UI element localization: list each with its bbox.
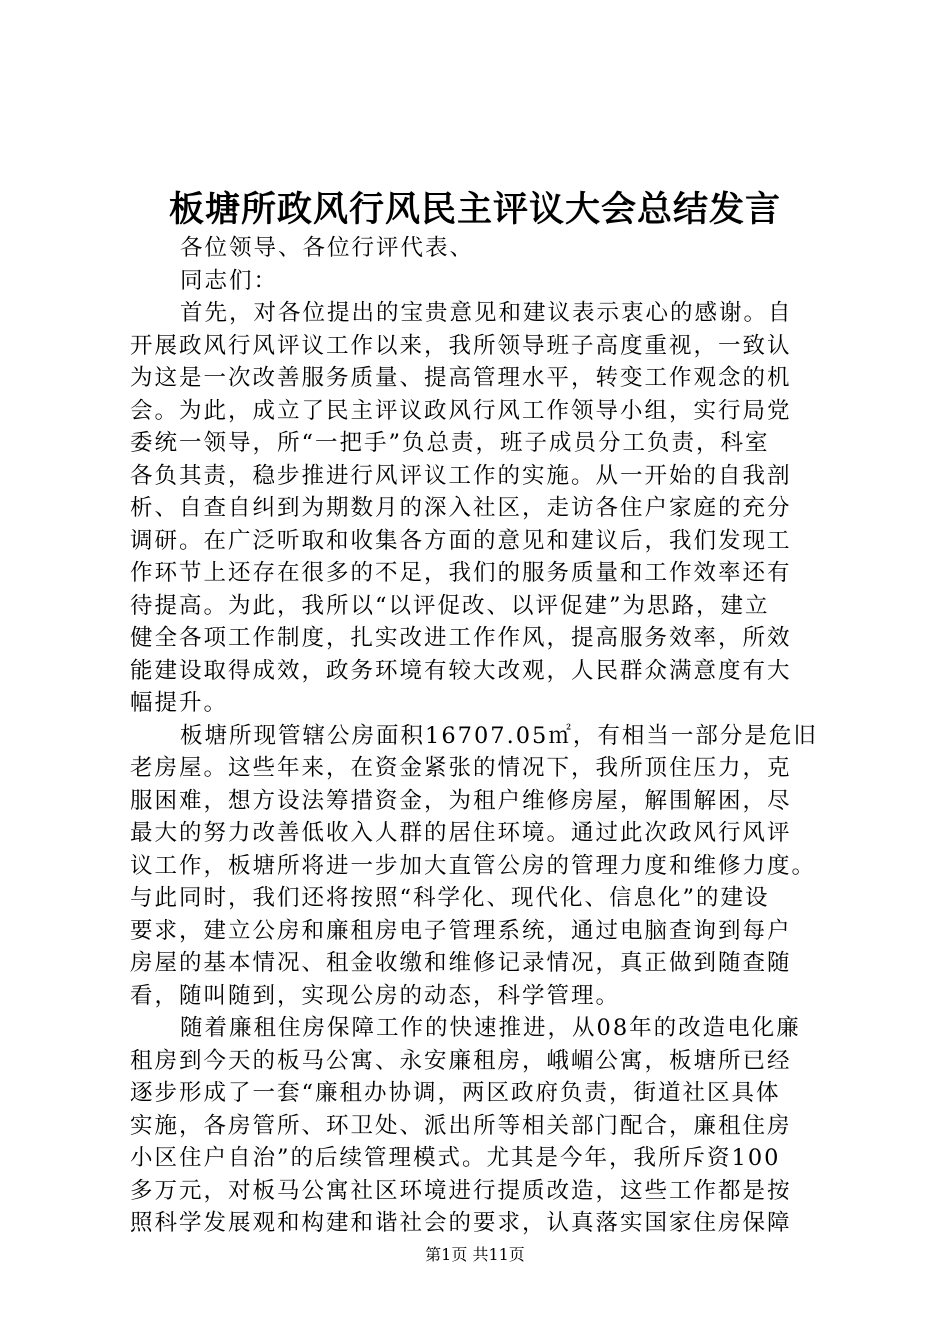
body-text-line: 各位领导、各位行评代表、 [180,235,475,261]
body-text-line: 小区住户自治”的后续管理模式。尤其是今年，我所斥资100 [130,1145,781,1171]
body-text-line: 首先，对各位提出的宝贵意见和建议表示衷心的感谢。自 [180,300,793,326]
body-text-line: 同志们： [180,267,279,294]
body-text-line: 议工作，板塘所将进一步加大直管公房的管理力度和维修力度。 [130,852,817,879]
body-text-line: 待提高。为此，我所以“以评促改、以评促建”为思路，建立 [130,592,770,619]
body-text-line: 照科学发展观和构建和谐社会的要求，认真落实国家住房保障 [130,1210,792,1236]
body-text-line: 服困难，想方设法筹措资金，为租户维修房屋，解围解困，尽 [130,787,792,814]
body-text-line: 多万元，对板马公寓社区环境进行提质改造，这些工作都是按 [130,1177,792,1204]
body-text-line: 逐步形成了一套“廉租办协调，两区政府负责，街道社区具体 [130,1080,781,1106]
body-text-line: 开展政风行风评议工作以来，我所领导班子高度重视，一致认 [130,332,792,359]
body-text-line: 看，随叫随到，实现公房的动态，科学管理。 [130,982,621,1009]
body-text-line: 各负其责，稳步推进行风评议工作的实施。从一开始的自我剖 [130,462,792,489]
body-text-line: 最大的努力改善低收入人群的居住环境。通过此次政风行风评 [130,820,792,846]
body-text-line: 调研。在广泛听取和收集各方面的意见和建议后，我们发现工 [130,527,792,554]
body-text-line: 板塘所现管辖公房面积16707.05㎡，有相当一部分是危旧 [180,722,818,749]
body-text-line: 能建设取得成效，政务环境有较大改观，人民群众满意度有大 [130,657,792,684]
body-text-line: 与此同时，我们还将按照“科学化、现代化、信息化”的建设 [130,885,770,911]
body-text-line: 随着廉租住房保障工作的快速推进，从08年的改造电化廉 [180,1015,801,1041]
body-text-line: 健全各项工作制度，扎实改进工作作风，提高服务效率，所效 [130,625,792,651]
body-text-line: 析、自查自纠到为期数月的深入社区，走访各住户家庭的充分 [130,495,792,521]
body-text-line: 为这是一次改善服务质量、提高管理水平，转变工作观念的机 [130,365,792,391]
body-text-line: 委统一领导，所“一把手”负总责，班子成员分工负责，科室 [130,430,770,456]
body-text-line: 要求，建立公房和廉租房电子管理系统，通过电脑查询到每户 [130,917,792,944]
body-text-line: 幅提升。 [130,690,229,716]
body-text-line: 会。为此，成立了民主评议政风行风工作领导小组，实行局党 [130,397,792,424]
body-text-line: 老房屋。这些年来，在资金紧张的情况下，我所顶住压力，克 [130,755,792,781]
body-text-line: 房屋的基本情况、租金收缴和维修记录情况，真正做到随查随 [130,950,792,976]
body-text-line: 租房到今天的板马公寓、永安廉租房，峨嵋公寓，板塘所已经 [130,1047,792,1074]
body-text-line: 作环节上还存在很多的不足，我们的服务质量和工作效率还有 [130,560,792,586]
page-number-footer: 第1页 共11页 [425,1245,525,1264]
document-body [130,232,830,1240]
body-text-line: 实施，各房管所、环卫处、派出所等相关部门配合，廉租住房 [130,1112,792,1139]
document-title: 板塘所政风行风民主评议大会总结发言 [168,189,781,230]
